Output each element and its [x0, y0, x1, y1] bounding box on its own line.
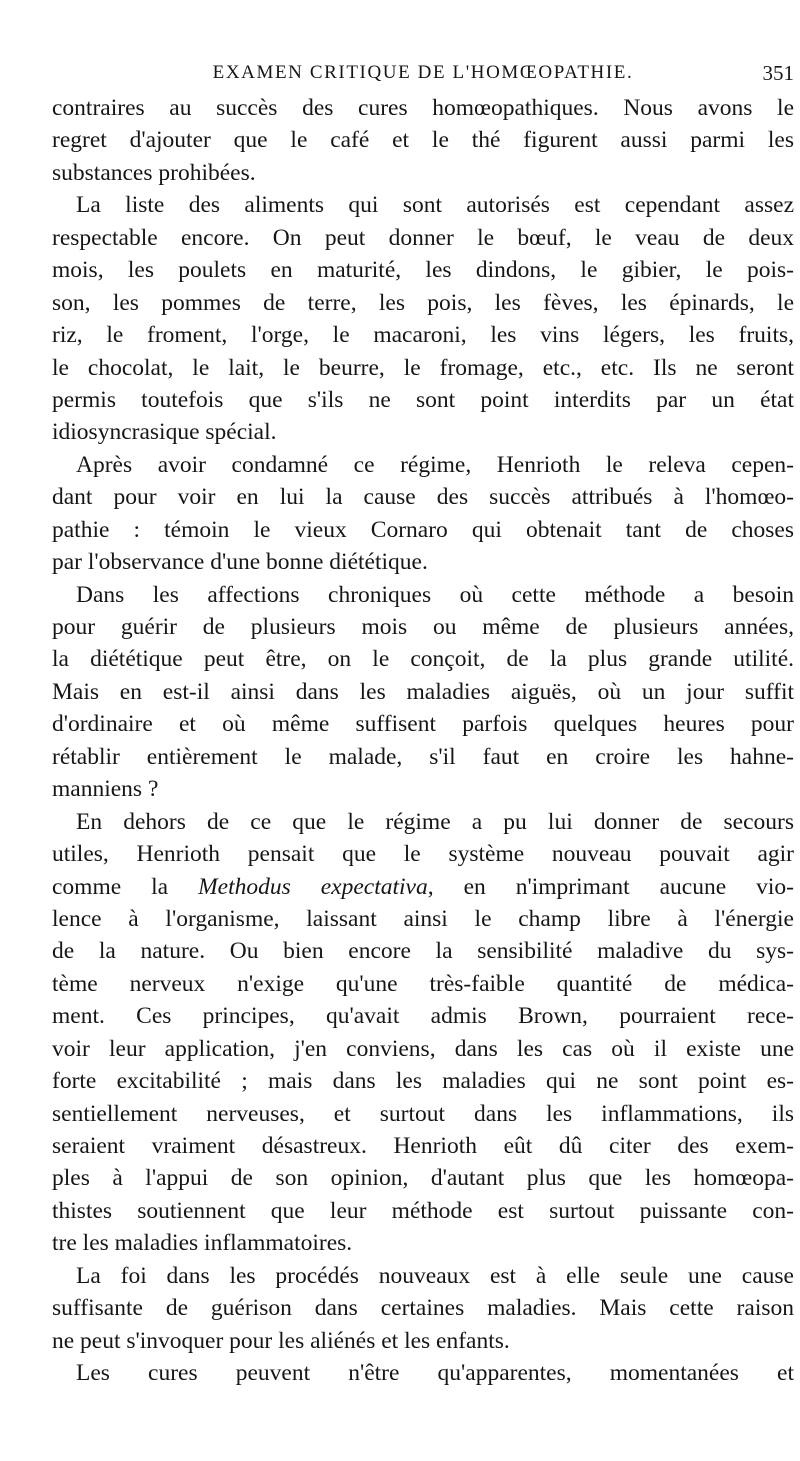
text-line: utiles, Henrioth pensait que le système nouveau pouvait agir	[52, 841, 794, 868]
text-line: Mais en est-il ainsi dans les maladies aiguës, où un jour suffit	[52, 678, 794, 705]
text-line: pour guérir de plusieurs mois ou même de plusieurs années,	[52, 614, 794, 640]
text-line: La foi dans les procédés nouveaux est à elle seule une cause	[76, 1262, 794, 1289]
body-text	[52, 92, 794, 1390]
text-line: par l'observance d'une bonne diététique.	[52, 549, 428, 576]
text-line: Après avoir condamné ce régime, Henrioth le releva cepen-	[76, 451, 794, 478]
text-line: ples à l'appui de son opinion, d'autant plus que les homœopa-	[52, 1165, 794, 1192]
text-line: riz, le froment, l'orge, le macaroni, les vins légers, les fruits,	[52, 322, 794, 349]
running-title: EXAMEN CRITIQUE DE L'HOMŒOPATHIE.	[212, 62, 634, 83]
text-segment: comme la	[52, 873, 199, 900]
text-line: permis toutefois que s'ils ne sont point interdits par un état	[52, 386, 794, 413]
text-line: La liste des aliments qui sont autorisés est cependant assez	[76, 192, 794, 219]
text-line: idiosyncrasique spécial.	[52, 419, 277, 446]
text-line: tème nerveux n'exige qu'une très-faible quantité de médica-	[52, 970, 794, 997]
text-line: lence à l'organisme, laissant ainsi le champ libre à l'énergie	[52, 905, 794, 932]
text-line: ment. Ces principes, qu'avait admis Brown, pourraient rece-	[52, 1003, 794, 1030]
italic-term: Methodus expectativa	[198, 873, 428, 900]
text-line: dant pour voir en lui la cause des succès attribués à l'homœo-	[52, 484, 794, 511]
text-line: Dans les affections chroniques où cette méthode a besoin	[76, 581, 794, 608]
text-line: sentiellement nerveuses, et surtout dans les inflammations, ils	[52, 1100, 794, 1127]
text-line: substances prohibées.	[52, 159, 256, 186]
text-line: seraient vraiment désastreux. Henrioth eût dû citer des exem-	[52, 1133, 794, 1159]
text-line: rétablir entièrement le malade, s'il faut en croire les hahne-	[52, 743, 794, 770]
text-line: suffisante de guérison dans certaines maladies. Mais cette raison	[52, 1295, 794, 1322]
text-line: d'ordinaire et où même suffisent parfois quelques heures pour	[52, 711, 794, 738]
text-line: pathie : témoin le vieux Cornaro qui obtenait tant de choses	[52, 516, 794, 543]
text-line: la diététique peut être, on le conçoit, de la plus grande utilité.	[52, 646, 794, 673]
text-line-with-italic	[52, 871, 794, 903]
text-line: forte excitabilité ; mais dans les maladies qui ne sont point es-	[52, 1068, 794, 1095]
text-line: thistes soutiennent que leur méthode est surtout puissante con-	[52, 1197, 794, 1224]
text-line: regret d'ajouter que le café et le thé figurent aussi parmi les	[52, 127, 794, 154]
page-number: 351	[762, 61, 794, 85]
text-line: mois, les poulets en maturité, les dindons, le gibier, le pois-	[52, 257, 794, 284]
text-line: respectable encore. On peut donner le bœuf, le veau de deux	[52, 224, 794, 251]
text-line: ne peut s'invoquer pour les aliénés et les enfants.	[52, 1327, 510, 1354]
text-line: tre les maladies inflammatoires.	[52, 1230, 353, 1257]
text-segment: , en n'imprimant aucune vio-	[427, 873, 794, 900]
running-head	[52, 60, 794, 86]
text-line: de la nature. Ou bien encore la sensibilité maladive du sys-	[52, 938, 794, 965]
text-line: le chocolat, le lait, le beurre, le fromage, etc., etc. Ils ne seront	[52, 354, 794, 381]
text-line: manniens ?	[52, 776, 159, 803]
text-line: En dehors de ce que le régime a pu lui donner de secours	[76, 808, 794, 835]
text-line: Les cures peuvent n'être qu'apparentes, momentanées et	[76, 1360, 794, 1387]
text-line: voir leur application, j'en conviens, dans les cas où il existe une	[52, 1035, 794, 1062]
text-line: contraires au succès des cures homœopathiques. Nous avons le	[52, 95, 794, 121]
text-line: son, les pommes de terre, les pois, les fèves, les épinards, le	[52, 289, 794, 316]
